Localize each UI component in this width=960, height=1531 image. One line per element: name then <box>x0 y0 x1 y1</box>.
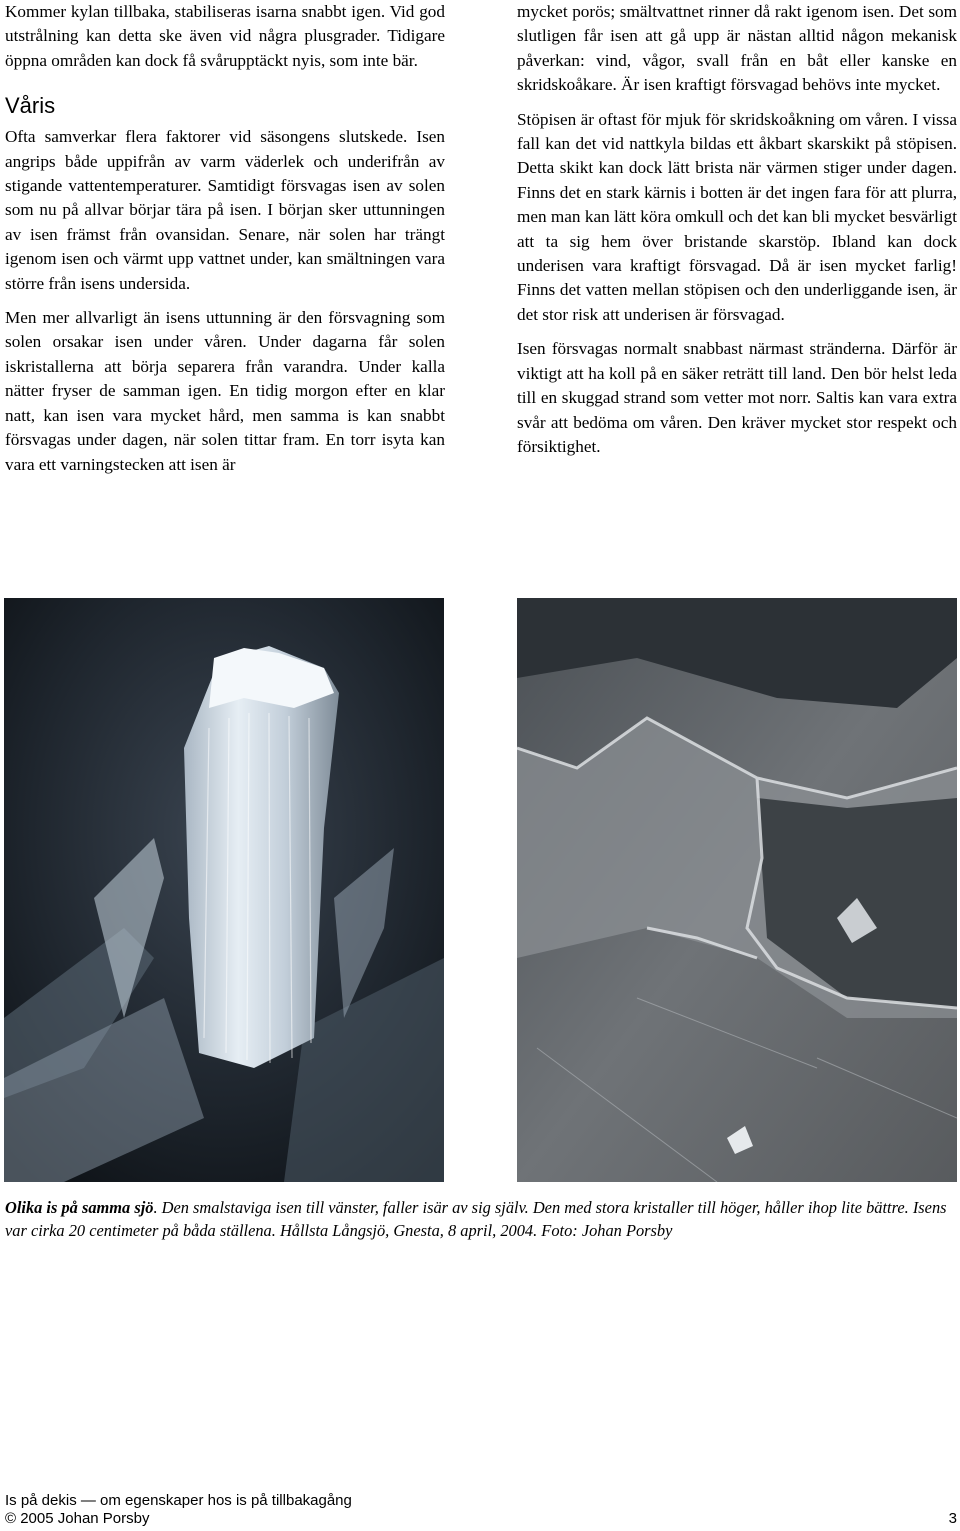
photo-ice-column <box>4 598 444 1182</box>
figure-caption <box>5 1196 957 1242</box>
page-number: 3 <box>948 1510 957 1527</box>
caption-title: Olika is på samma sjö <box>5 1198 154 1217</box>
left-column <box>5 0 445 487</box>
caption-text: . Den smalstaviga isen till vänster, faller isär av sig själv. Den med stora kristaller till höger, håller ihop lite bättre. Isens var cirka 20 centimeter på båda ställena. Hållsta Långsjö, Gnesta, 8 april, 2004. Foto: Johan Porsby <box>5 1198 947 1240</box>
section-heading: Våris <box>5 93 56 119</box>
right-column <box>517 0 957 469</box>
paragraph: Isen försvagas normalt snabbast närmast stränderna. Därför är viktigt att ha koll på en säker reträtt till land. Den bör helst leda till en skuggad strand som vetter mot norr. Saltis kan vara extra svår att bedöma om våren. Den kräver mycket stor respekt och försiktighet. <box>517 339 957 456</box>
footer-copyright: © 2005 Johan Porsby <box>5 1510 150 1527</box>
footer-title: Is på dekis — om egenskaper hos is på tillbakagång <box>5 1492 352 1509</box>
paragraph: mycket porös; smältvattnet rinner då rakt igenom isen. Det som slutligen får isen att gå upp är nästan alltid någon mekanisk påverkan: vind, vågor, svall från en båt eller kanske en skridskoåkare. Är isen kraftigt försvagad behövs inte mycket. <box>517 2 957 95</box>
photo-ice-crystals <box>517 598 957 1182</box>
paragraph: Ofta samverkar flera faktorer vid säsongens slutskede. Isen angrips både uppifrån av varm väderlek och underifrån av stigande vattentemperaturer. Samtidigt försvagas isen av solen som nu på allvar börjar tära på isen. I början sker uttunningen av isen främst från ovansidan. Senare, när solen har trängt igenom isen och värmt upp vattnet under, kan smältningen vara större från isens undersida. <box>5 127 445 293</box>
paragraph: Men mer allvarligt än isens uttunning är den försvagning som solen orsakar isen under våren. Under dagarna får solen iskristallerna att börja separera från varandra. Under kalla nätter fryser de samman igen. En tidig morgon efter en klar natt, kan isen vara mycket hård, men samma is kan snabbt försvagas under dagen, när solen tittar fram. En torr isyta kan vara ett varningstecken att isen är <box>5 308 445 474</box>
intro-paragraph: Kommer kylan tillbaka, stabiliseras isarna snabbt igen. Vid god utstrålning kan detta ske även vid några plusgrader. Tidigare öppna områden kan dock få svårupptäckt nyis, som inte bär. <box>5 2 445 70</box>
paragraph: Stöpisen är oftast för mjuk för skridskoåkning om våren. I vissa fall kan det vid nattkyla bildas ett åkbart skarskikt på stöpisen. Detta skikt kan dock lätt brista när värmen stiger under dagen. Finns det en stark kärnis i botten är det ingen fara för att plurra, men man kan lätt köra omkull och det kan bli mycket besvärligt att ta sig hem över bristande skarstöp. Ibland kan dock underisen vara kraftigt försvagad. Då är isen mycket farlig! Finns det vatten mellan stöpisen och den underliggande isen, är det stor risk att underisen är försvagad. <box>517 109 957 324</box>
footer-line <box>5 1510 957 1528</box>
